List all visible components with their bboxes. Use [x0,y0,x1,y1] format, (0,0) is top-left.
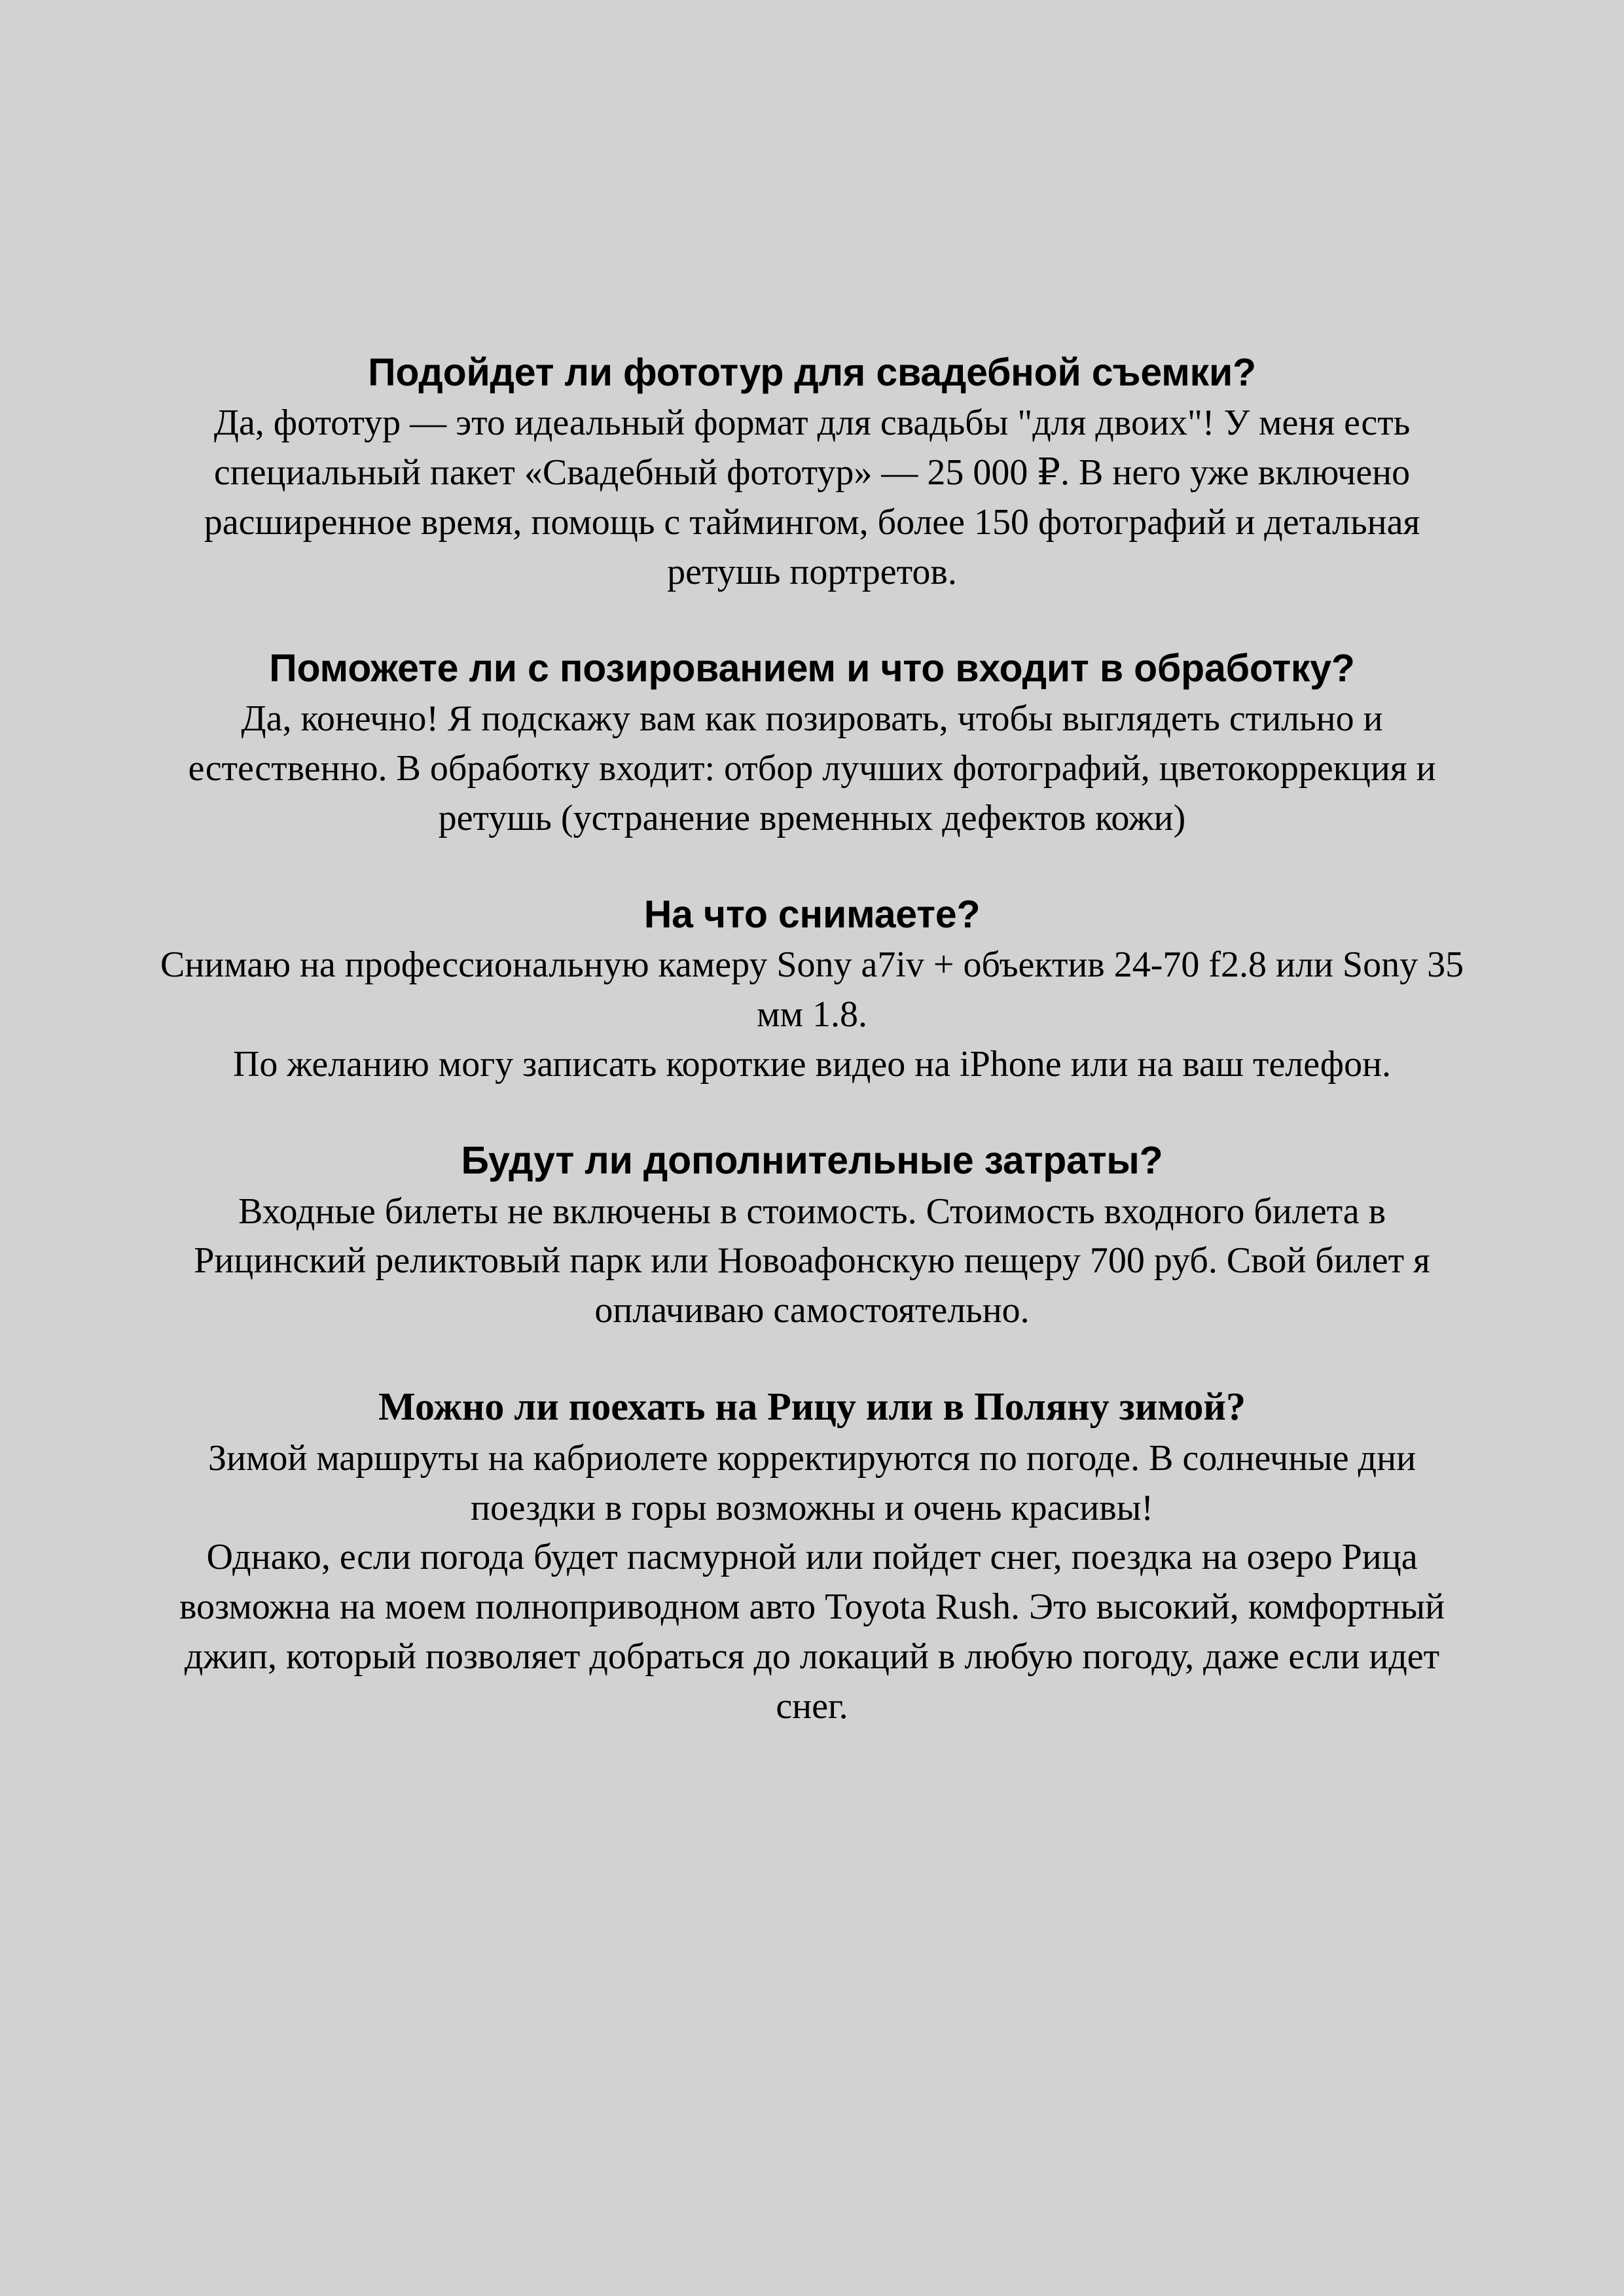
faq-section-winter-trips [157,1384,1467,1732]
faq-question-extra-costs: Будут ли дополнительные затраты? [461,1139,1163,1183]
faq-answer-posing-and-editing: Да, конечно! Я подскажу вам как позировать, чтобы выглядеть стильно и естественно. В обработку входит: отбор лучших фотографий, цветокоррекция и ретушь (устранение временных дефектов кожи) [188,698,1436,839]
faq-section-camera-gear [157,892,1467,1090]
faq-question-wedding-shoot: Подойдет ли фототур для свадебной съемки? [368,351,1256,394]
faq-answer-camera-gear-line-1: Снимаю на профессиональную камеру Sony a7iv + объектив 24-70 f2.8 или Sony 35 мм 1.8. [160,944,1464,1035]
faq-answer-wedding-shoot: Да, фототур — это идеальный формат для свадьбы "для двоих"! У меня есть специальный пакет «Свадебный фототур» — 25 000 ₽. В него уже включено расширенное время, помощь с таймингом, более 150 фотографий и детальная ретушь портретов. [204,403,1420,593]
faq-section-posing-and-editing [157,646,1467,844]
faq-section-wedding-shoot [157,350,1467,598]
faq-question-winter-trips: Можно ли поехать на Рицу или в Поляну зимой? [378,1385,1246,1429]
faq-question-posing-and-editing: Поможете ли с позированием и что входит в обработку? [269,646,1355,690]
faq-answer-extra-costs: Входные билеты не включены в стоимость. Стоимость входного билета в Рицинский реликтовый парк или Новоафонскую пещеру 700 руб. Свой билет я оплачиваю самостоятельно. [194,1191,1430,1331]
faq-section-extra-costs [157,1138,1467,1336]
faq-question-camera-gear: На что снимаете? [643,893,981,936]
faq-answer-winter-trips-line-1: Зимой маршруты на кабриолете корректируются по погоде. В солнечные дни поездки в горы возможны и очень красивы! [208,1437,1416,1528]
faq-answer-winter-trips-line-2: Однако, если погода будет пасмурной или пойдет снег, поездка на озеро Рица возможна на моем полноприводном авто Toyota Rush. Это высокий, комфортный джип, который позволяет добраться до локаций в любую погоду, даже если идет снег. [179,1537,1445,1727]
faq-list [157,350,1467,1732]
faq-answer-camera-gear-line-2: По желанию могу записать короткие видео на iPhone или на ваш телефон. [232,1044,1392,1085]
